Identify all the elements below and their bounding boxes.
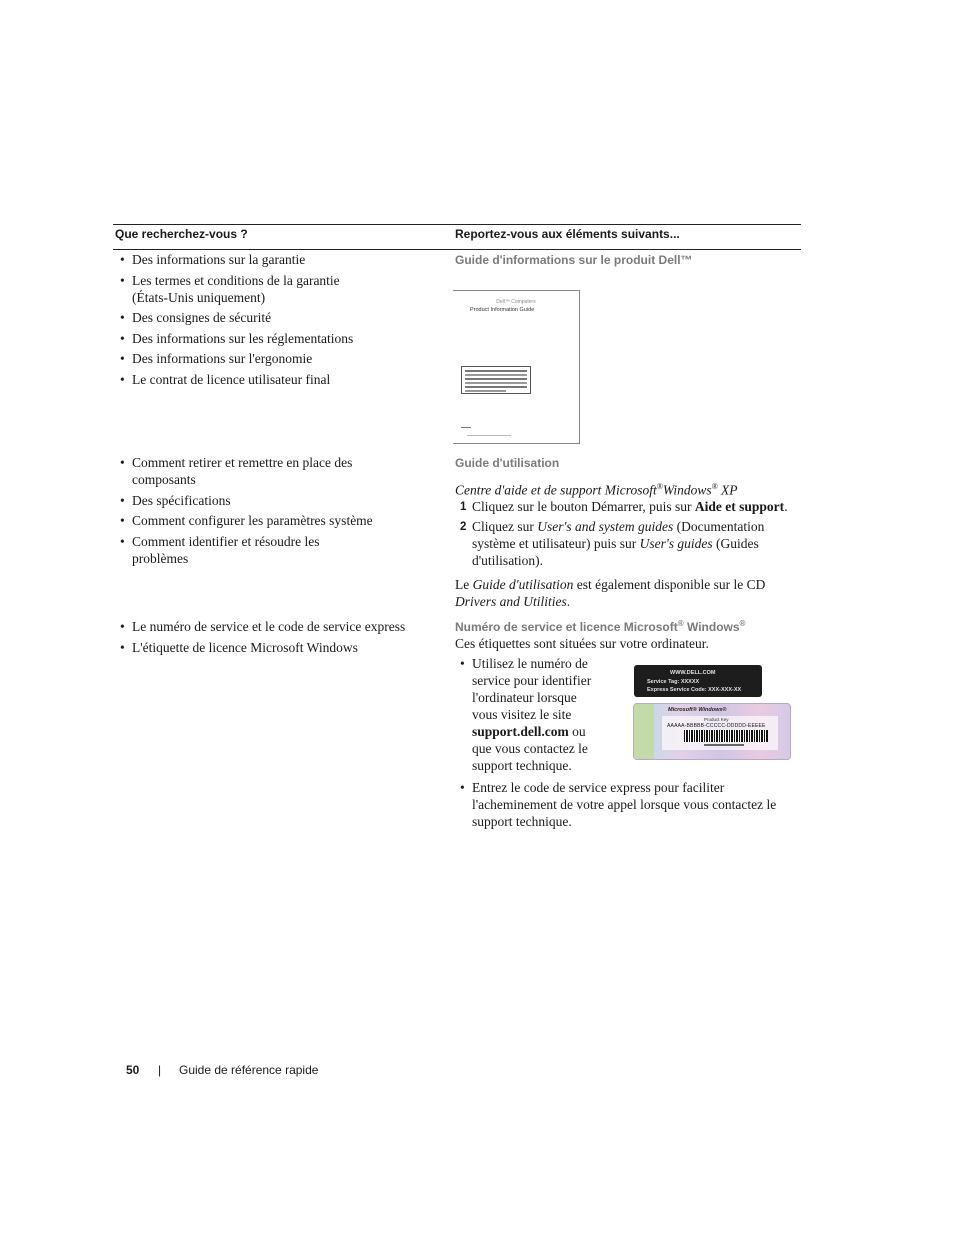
coa-barcode (684, 730, 768, 742)
note-text-end: . (566, 594, 571, 609)
list-item: • Le contrat de licence utilisateur final (114, 371, 364, 388)
coa-product-key: AAAAA-BBBBB-CCCCC-DDDDD-EEEEE (667, 723, 766, 729)
list-item: • L'étiquette de licence Microsoft Windows (114, 639, 434, 656)
labels-intro: Ces étiquettes sont situées sur votre ordinateur. (455, 636, 709, 651)
list-item: • Des informations sur l'ergonomie (114, 350, 364, 367)
list-item: • Comment configurer les paramètres système (114, 512, 374, 529)
note-text: Le (455, 577, 473, 592)
list-item: • Des consignes de sécurité (114, 309, 364, 326)
bullet-text: Utilisez le numéro de service pour identifier l'ordinateur lorsque vous visitez le site (472, 656, 592, 722)
registered-mark: ® (711, 482, 718, 491)
list-item: • Comment identifier et résoudre les problèmes (114, 533, 374, 567)
thumbnail-warning-box (461, 366, 531, 394)
product-information-guide-thumbnail (453, 290, 580, 444)
list-item (454, 655, 604, 774)
coa-side-stripe (634, 704, 654, 759)
support-site: support.dell.com (472, 724, 569, 739)
title-part: Windows (683, 620, 740, 634)
thumbnail-footer-line (467, 435, 511, 436)
table-top-rule (113, 224, 801, 225)
step-text: Cliquez sur le bouton Démarrer, puis sur (472, 499, 695, 514)
help-center-prefix: Centre d'aide et de support Microsoft (455, 482, 657, 498)
help-center-heading (455, 478, 795, 499)
thumbnail-footer-line (461, 427, 471, 428)
list-item: • Des spécifications (114, 492, 374, 509)
step-number: 1 (460, 501, 467, 513)
list-item: • Des informations sur les réglementations (114, 330, 364, 347)
step-emphasis: Aide et support (694, 499, 785, 514)
coa-serial-line (704, 744, 744, 746)
express-service-code: Express Service Code: XXX-XXX-XX (647, 687, 742, 693)
user-guide-title: Guide d'utilisation (455, 456, 560, 470)
cd-availability-note (455, 576, 795, 610)
bullet-text-end: ou que vous contactez le support technique. (472, 724, 588, 773)
step-emphasis: User's and system guides (537, 519, 674, 534)
service-tag-license-title (455, 619, 745, 634)
footer-title: Guide de référence rapide (179, 1063, 319, 1077)
step-text-end: (Guides d'utilisation). (472, 536, 759, 568)
row3-topics-list (114, 618, 434, 659)
service-tag-site: WWW.DELL.COM (670, 670, 716, 676)
step-1 (460, 498, 802, 515)
windows-license-label (633, 703, 791, 760)
step-text: Cliquez sur (472, 519, 538, 534)
note-emphasis: Guide d'utilisation (472, 577, 574, 592)
list-item: • Entrez le code de service express pour faciliter l'acheminement de votre appel lorsque vous contactez le support technique. (454, 779, 789, 830)
step-number: 2 (460, 521, 467, 533)
coa-brand: Microsoft® Windows® (668, 707, 727, 713)
step-text: (Documentation système et utilisateur) puis sur (472, 519, 765, 551)
coa-key-label: Product Key (704, 717, 729, 722)
product-information-guide-title: Guide d'informations sur le produit Dell™ (455, 253, 693, 267)
title-part: Numéro de service et licence Microsoft (455, 620, 678, 634)
column-header-question: Que recherchez-vous ? (115, 227, 248, 241)
registered-mark: ® (656, 482, 663, 491)
footer-separator: | (158, 1063, 162, 1077)
list-item: • Comment retirer et remettre en place des composants (114, 454, 374, 488)
help-center-windows: Windows (662, 482, 712, 498)
registered-mark: ® (739, 619, 746, 628)
service-tag-number: Service Tag: XXXXX (647, 679, 700, 685)
thumbnail-brand: Dell™ Computers (496, 299, 536, 305)
table-header-rule (113, 249, 801, 250)
page-number: 50 (126, 1063, 140, 1077)
column-header-reference: Reportez-vous aux éléments suivants... (455, 227, 680, 241)
service-tag-label (634, 665, 762, 697)
note-text: est également disponible sur le CD (573, 577, 766, 592)
list-item: • Le numéro de service et le code de service express (114, 618, 434, 635)
step-text-end: . (784, 499, 788, 514)
express-code-bullets (454, 779, 789, 834)
step-2 (460, 518, 787, 569)
step-emphasis: User's guides (639, 536, 713, 551)
registered-mark: ® (677, 619, 684, 628)
row2-topics-list (114, 454, 374, 570)
list-item: • Les termes et conditions de la garantie (États-Unis uniquement) (114, 272, 364, 306)
note-emphasis: Drivers and Utilities (455, 594, 567, 609)
row1-topics-list (114, 251, 364, 391)
thumbnail-title: Product Information Guide (470, 307, 535, 313)
help-center-suffix: XP (717, 482, 738, 498)
service-tag-bullets (454, 655, 604, 778)
list-item: • Des informations sur la garantie (114, 251, 364, 268)
